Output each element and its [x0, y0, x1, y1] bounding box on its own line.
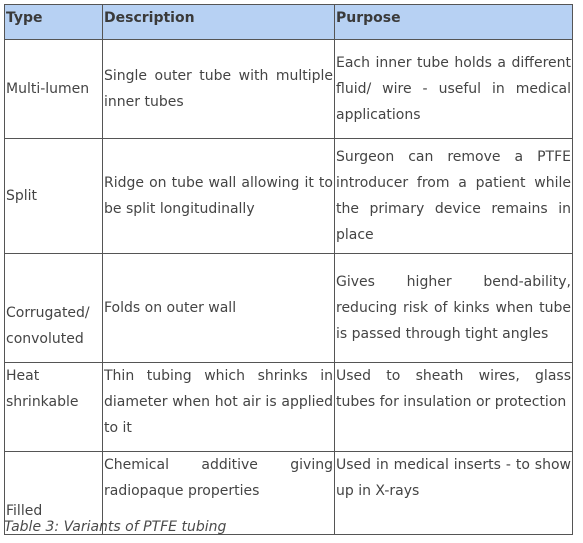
- ptfe-variants-table-wrapper: [4, 4, 572, 535]
- cell-purpose: Surgeon can remove a PTFE introducer from a patient while the primary device remains in place: [335, 139, 573, 254]
- cell-type: Multi-lumen: [5, 40, 103, 139]
- table-row: [5, 40, 573, 139]
- cell-purpose: Used in medical inserts - to show up in X-rays: [335, 452, 573, 535]
- column-header-type: Type: [5, 5, 103, 40]
- cell-type: Split: [5, 139, 103, 254]
- cell-purpose: Gives higher bend-ability, reducing risk of kinks when tube is passed through tight angles: [335, 254, 573, 363]
- cell-description: Ridge on tube wall allowing it to be split longitudinally: [103, 139, 335, 254]
- cell-purpose: Each inner tube holds a different fluid/ wire - useful in medical applications: [335, 40, 573, 139]
- cell-description: Thin tubing which shrinks in diameter when hot air is applied to it: [103, 363, 335, 452]
- cell-purpose: Used to sheath wires, glass tubes for insulation or protection: [335, 363, 573, 452]
- column-header-description: Description: [103, 5, 335, 40]
- cell-description: Folds on outer wall: [103, 254, 335, 363]
- cell-type: Corrugated/ convoluted: [5, 254, 103, 363]
- cell-description: Chemical additive giving radiopaque properties: [103, 452, 335, 535]
- ptfe-variants-table: [4, 4, 573, 535]
- table-header-row: [5, 5, 573, 40]
- cell-type: Filled: [5, 452, 103, 535]
- table-row: [5, 139, 573, 254]
- table-row: [5, 254, 573, 363]
- table-row: [5, 363, 573, 452]
- cell-description: Single outer tube with multiple inner tubes: [103, 40, 335, 139]
- column-header-purpose: Purpose: [335, 5, 573, 40]
- table-caption: Table 3: Variants of PTFE tubing: [4, 519, 227, 535]
- cell-type: Heat shrinkable: [5, 363, 103, 452]
